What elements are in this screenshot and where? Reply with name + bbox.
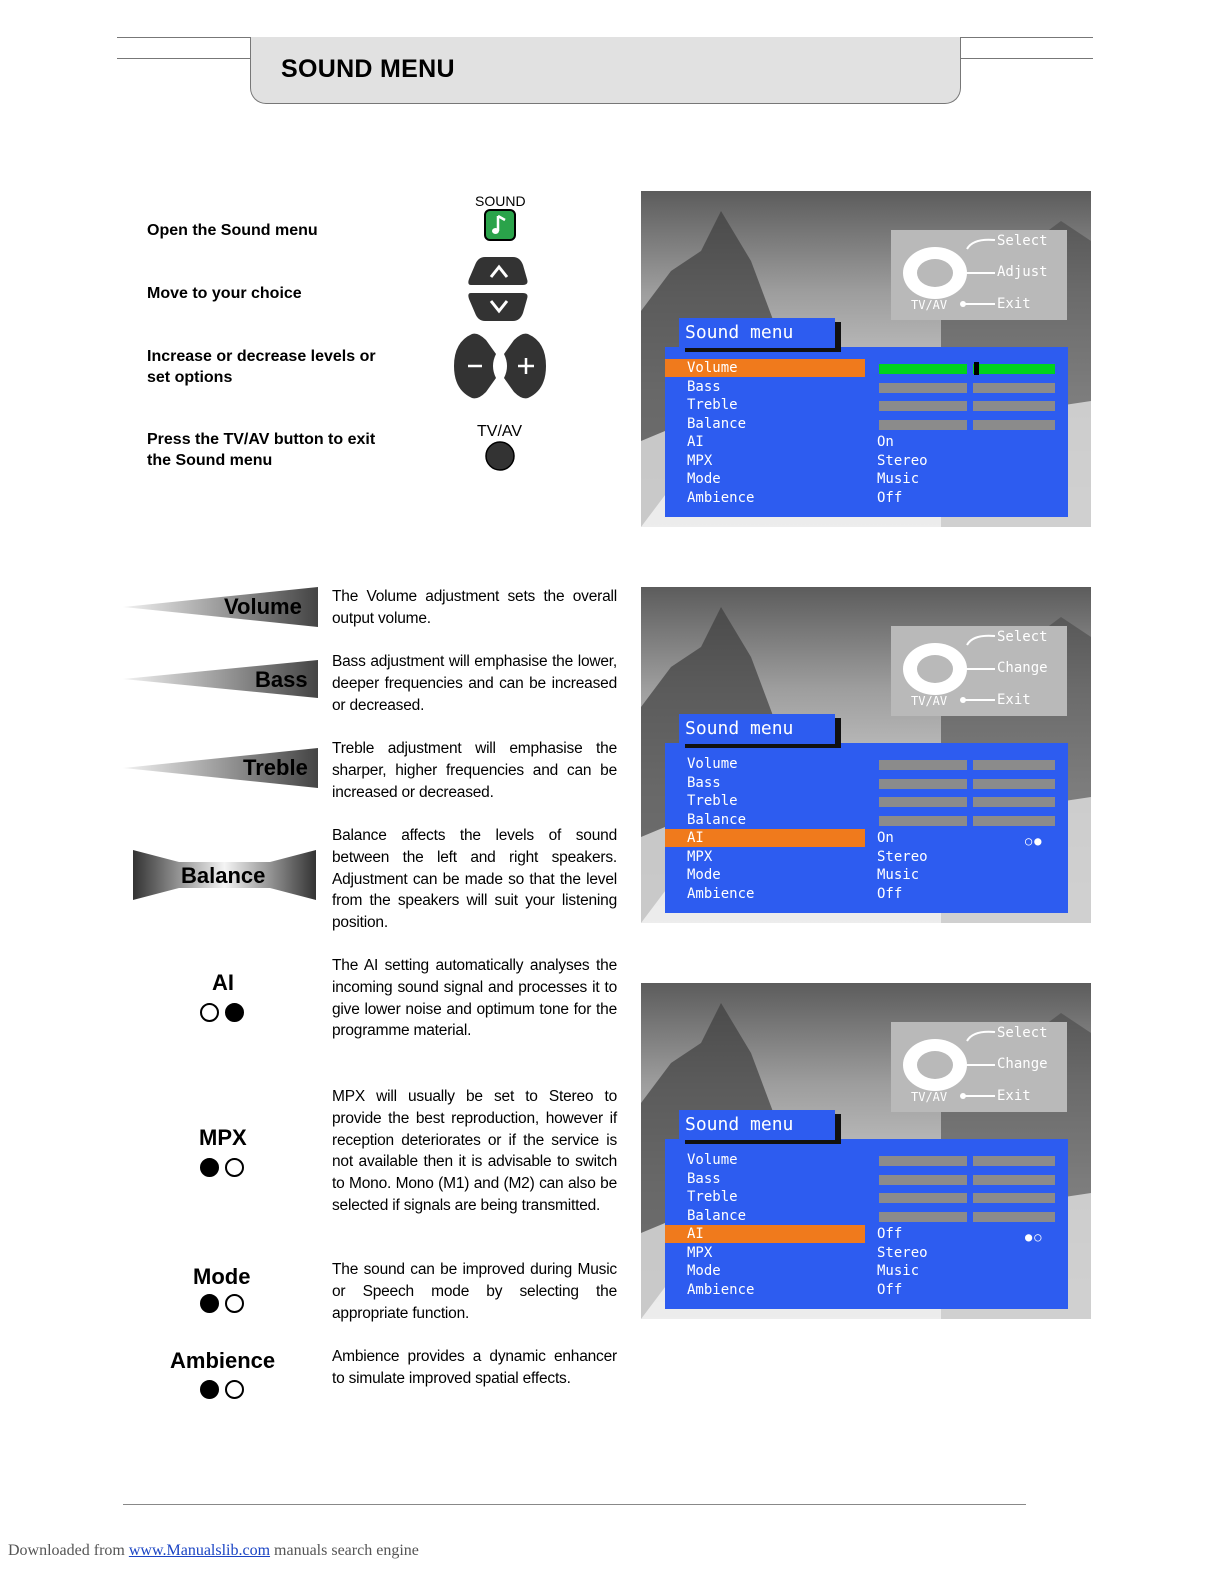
feature-mpx-desc: MPX will usually be set to Stereo to provide the best reproduction, however if reception deteriorates or if the service is not available then it is advisable to switch to Mono. Mono (M1) and (M2) can also be selected if signals are being transmitted. xyxy=(332,1088,617,1214)
level-bar-left xyxy=(879,364,967,374)
level-bar-left xyxy=(879,420,967,430)
feature-balance-desc: Balance affects the levels of sound between the left and right speakers. Adjustment can be made so that the level from the speakers will suit your listening position. xyxy=(332,827,617,932)
level-bar-left xyxy=(879,816,967,826)
menu-row-label: Volume xyxy=(665,359,865,377)
menu-row-bass[interactable] xyxy=(665,774,1068,792)
instruction-move: Move to your choice xyxy=(147,285,302,302)
menu-row-mpx[interactable] xyxy=(665,452,1068,470)
menu-row-label: Treble xyxy=(687,397,738,413)
control-select-label: Select xyxy=(997,233,1048,249)
feature-treble-desc: Treble adjustment will emphasise the sharper, higher frequencies and can be increased or decreased. xyxy=(332,740,617,801)
menu-row-label: Ambience xyxy=(687,1281,755,1298)
control-tvav-label: TV/AV xyxy=(911,298,948,312)
menu-row-label: Bass xyxy=(687,774,721,791)
feature-bass-name: Bass xyxy=(255,667,308,692)
tvav-key-label: TV/AV xyxy=(477,423,523,440)
menu-row-label: Mode xyxy=(687,867,721,883)
sound-menu-screen-volume xyxy=(641,191,1091,527)
minus-plus-keys[interactable] xyxy=(452,332,548,400)
menu-row-value: Off xyxy=(877,1226,903,1242)
level-bar-right xyxy=(973,1212,1055,1222)
menu-row-value: Off xyxy=(877,1281,903,1298)
menu-row-value: Music xyxy=(877,471,920,487)
feature-treble-name: Treble xyxy=(243,755,308,780)
level-bar-left xyxy=(879,760,967,770)
sound-menu-screen-ai-off xyxy=(641,983,1091,1319)
control-adjust-label: Change xyxy=(997,660,1048,676)
menu-row-label: Volume xyxy=(687,1152,738,1168)
menu-row-treble[interactable] xyxy=(665,792,1068,810)
menu-row-label: Balance xyxy=(687,811,747,828)
menu-row-label: Ambience xyxy=(687,489,755,506)
menu-row-value: Music xyxy=(877,1263,920,1279)
header-left-rule xyxy=(117,58,251,59)
menu-row-label: Bass xyxy=(687,1170,721,1187)
level-bar-right xyxy=(973,797,1055,807)
feature-volume-name: Volume xyxy=(224,594,302,619)
menu-row-ambience[interactable] xyxy=(665,489,1068,507)
sound-key-label: SOUND xyxy=(475,193,526,209)
menu-row-mpx[interactable] xyxy=(665,848,1068,866)
menu-row-mpx[interactable] xyxy=(665,1244,1068,1262)
menu-row-value: Stereo xyxy=(877,452,928,469)
menu-title: Sound menu xyxy=(679,318,835,348)
level-marker xyxy=(974,362,979,375)
footer xyxy=(8,1542,419,1560)
control-adjust-label: Adjust xyxy=(997,264,1048,280)
menu-row-mode[interactable] xyxy=(665,866,1068,884)
footer-rule xyxy=(123,1504,1026,1505)
option-dots-icon: ○● xyxy=(1025,834,1044,848)
level-bar-right xyxy=(973,364,1055,374)
menu-row-label: Mode xyxy=(687,1263,721,1279)
menu-row-label: MPX xyxy=(687,848,713,865)
menu-row-ambience[interactable] xyxy=(665,1281,1068,1299)
control-tvav-label: TV/AV xyxy=(911,694,948,708)
menu-row-ai[interactable] xyxy=(665,433,1068,451)
menu-row-label: AI xyxy=(665,1225,865,1243)
instruction-exit: Press the TV/AV button to exit the Sound menu xyxy=(147,431,376,469)
control-select-label: Select xyxy=(997,629,1048,645)
mpx-dots-icon xyxy=(197,1158,247,1177)
control-exit-label: Exit xyxy=(997,692,1031,708)
menu-row-value: On xyxy=(877,830,894,846)
control-hint-box xyxy=(891,1022,1067,1112)
feature-volume-desc: The Volume adjustment sets the overall output volume. xyxy=(332,588,617,627)
menu-row-value: Stereo xyxy=(877,848,928,865)
feature-mode-desc: The sound can be improved during Music or Speech mode by selecting the appropriate function. xyxy=(332,1261,617,1322)
menu-row-label: Mode xyxy=(687,471,721,487)
feature-ambience-desc: Ambience provides a dynamic enhancer to simulate improved spatial effects. xyxy=(332,1348,617,1387)
level-bar-right xyxy=(973,420,1055,430)
menu-row-ambience[interactable] xyxy=(665,885,1068,903)
level-bar-right xyxy=(973,383,1055,393)
instruction-adjust: Increase or decrease levels or set options xyxy=(147,348,376,386)
menu-row-mode[interactable] xyxy=(665,470,1068,488)
menu-row-volume[interactable] xyxy=(665,755,1068,773)
menu-row-label: Ambience xyxy=(687,885,755,902)
control-adjust-label: Change xyxy=(997,1056,1048,1072)
level-bar-right xyxy=(973,1175,1055,1185)
feature-ambience-name: Ambience xyxy=(170,1348,276,1373)
sound-menu-screen-ai-on xyxy=(641,587,1091,923)
mode-dots-icon xyxy=(197,1294,247,1313)
footer-link[interactable]: www.Manualslib.com xyxy=(128,1542,271,1559)
level-bar-left xyxy=(879,1193,967,1203)
up-down-keys[interactable] xyxy=(465,255,535,323)
control-exit-label: Exit xyxy=(997,296,1031,312)
menu-row-balance[interactable] xyxy=(665,811,1068,829)
option-dots-icon: ●○ xyxy=(1025,1230,1044,1244)
menu-row-bass[interactable] xyxy=(665,1170,1068,1188)
menu-row-label: Bass xyxy=(687,378,721,395)
menu-row-volume[interactable] xyxy=(665,1151,1068,1169)
page-title: SOUND MENU xyxy=(281,55,455,83)
level-bar-left xyxy=(879,797,967,807)
footer-suffix: manuals search engine xyxy=(270,1542,419,1559)
level-bar-left xyxy=(879,401,967,411)
menu-row-label: Volume xyxy=(687,756,738,772)
feature-ai-name: AI xyxy=(212,970,234,995)
menu-row-value: On xyxy=(877,434,894,450)
level-bar-left xyxy=(879,1212,967,1222)
menu-title: Sound menu xyxy=(679,1110,835,1140)
menu-row-label: AI xyxy=(687,434,704,450)
header-right-rule xyxy=(960,58,1093,59)
menu-row-volume[interactable] xyxy=(665,359,1068,377)
level-bar-right xyxy=(973,1156,1055,1166)
menu-row-mode[interactable] xyxy=(665,1262,1068,1280)
feature-mpx-name: MPX xyxy=(199,1125,247,1150)
feature-ai-desc: The AI setting automatically analyses the incoming sound signal and processes it to give lower noise and optimum tone for the programme material. xyxy=(332,957,617,1040)
up-key-icon xyxy=(468,257,527,285)
menu-row-treble[interactable] xyxy=(665,396,1068,414)
menu-row-label: Treble xyxy=(687,1189,738,1205)
menu-row-balance[interactable] xyxy=(665,1207,1068,1225)
level-bar-right xyxy=(973,401,1055,411)
menu-title: Sound menu xyxy=(679,714,835,744)
menu-row-balance[interactable] xyxy=(665,415,1068,433)
footer-prefix: Downloaded from xyxy=(8,1542,129,1559)
down-key-icon xyxy=(468,293,527,321)
control-exit-label: Exit xyxy=(997,1088,1031,1104)
menu-row-label: Treble xyxy=(687,793,738,809)
level-bar-right xyxy=(973,1193,1055,1203)
control-select-label: Select xyxy=(997,1025,1048,1041)
menu-row-bass[interactable] xyxy=(665,378,1068,396)
sound-key-icon[interactable] xyxy=(484,209,516,241)
level-bar-right xyxy=(973,760,1055,770)
menu-row-value: Stereo xyxy=(877,1244,928,1261)
menu-row-ai[interactable] xyxy=(665,1225,1068,1243)
control-hint-box xyxy=(891,230,1067,320)
level-bar-left xyxy=(879,383,967,393)
menu-row-treble[interactable] xyxy=(665,1188,1068,1206)
menu-row-value: Music xyxy=(877,867,920,883)
level-bar-left xyxy=(879,1156,967,1166)
control-tvav-label: TV/AV xyxy=(911,1090,948,1104)
ambience-dots-icon xyxy=(197,1380,247,1399)
level-bar-left xyxy=(879,779,967,789)
instruction-open: Open the Sound menu xyxy=(147,222,318,239)
level-bar-right xyxy=(973,779,1055,789)
menu-row-value: Off xyxy=(877,885,903,902)
menu-row-value: Off xyxy=(877,489,903,506)
control-hint-box xyxy=(891,626,1067,716)
menu-row-label: MPX xyxy=(687,452,713,469)
feature-mode-name: Mode xyxy=(193,1264,251,1289)
feature-balance-name: Balance xyxy=(181,863,266,888)
feature-bass-desc: Bass adjustment will emphasise the lower, deeper frequencies and can be increased or decreased. xyxy=(332,653,617,714)
level-bar-left xyxy=(879,1175,967,1185)
menu-row-label: Balance xyxy=(687,415,747,432)
menu-row-label: AI xyxy=(665,829,865,847)
menu-row-ai[interactable] xyxy=(665,829,1068,847)
menu-row-label: MPX xyxy=(687,1244,713,1261)
level-bar-right xyxy=(973,816,1055,826)
menu-row-label: Balance xyxy=(687,1207,747,1224)
ai-dots-icon xyxy=(197,1003,247,1022)
tvav-key-icon[interactable] xyxy=(484,441,516,473)
